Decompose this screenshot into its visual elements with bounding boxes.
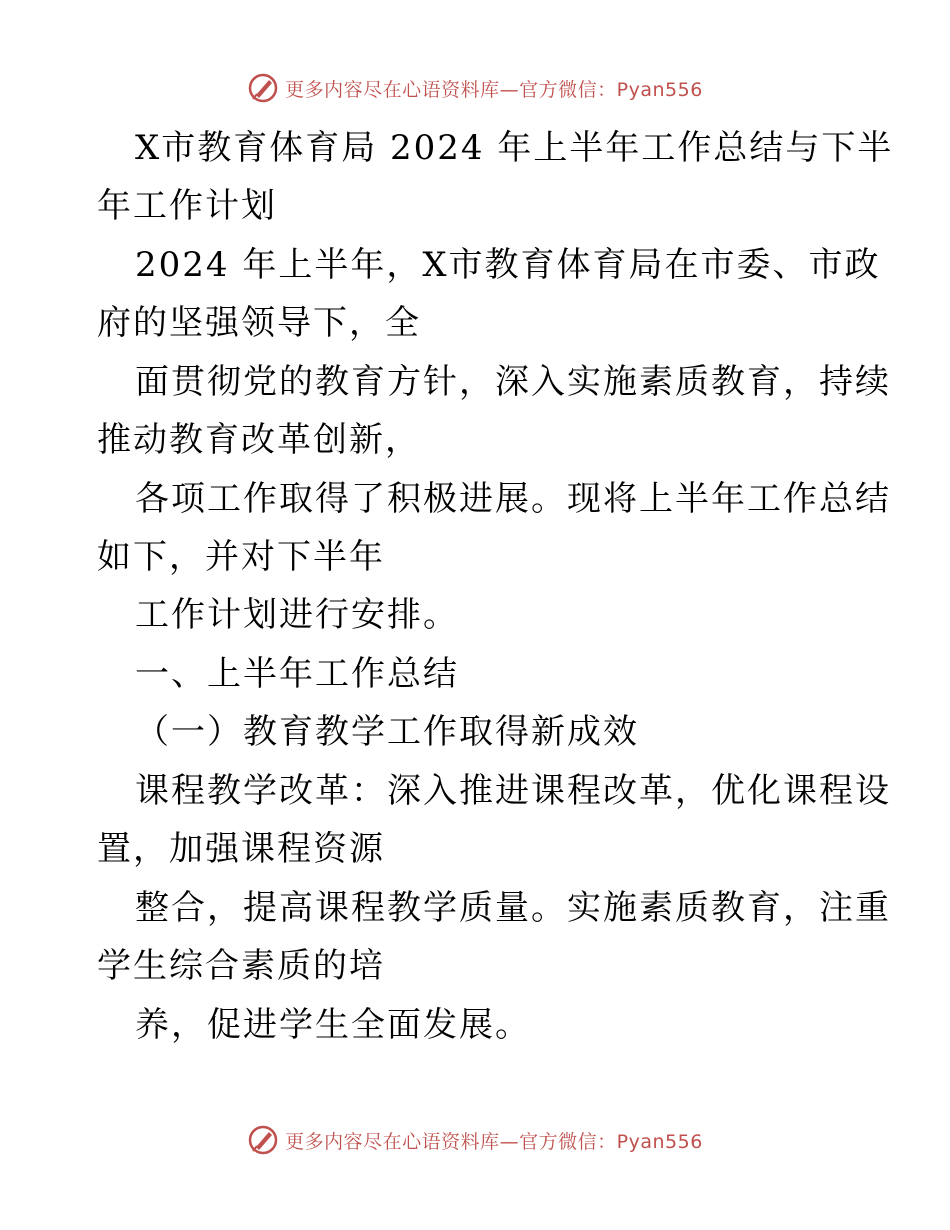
paragraph-2-line-2: 推动教育改革创新， xyxy=(97,420,421,460)
paragraph-5-line-2: 置，加强课程资源 xyxy=(97,829,385,869)
paragraph-4-line-1: 工作计划进行安排。 xyxy=(135,595,459,635)
quill-pen-logo-icon xyxy=(247,72,279,104)
section-heading: 一、上半年工作总结 xyxy=(135,654,459,694)
paragraph-1-line-1: 2024 年上半年，X市教育体育局在市委、市政 xyxy=(135,245,881,285)
footer-watermark xyxy=(0,1124,950,1156)
quill-pen-logo-icon xyxy=(247,1124,279,1156)
paragraph-3-line-1: 各项工作取得了积极进展。现将上半年工作总结 xyxy=(135,479,891,519)
watermark-text: 更多内容尽在心语资料库—官方微信：Pyan556 xyxy=(285,1130,703,1153)
paragraph-7-line-1: 养，促进学生全面发展。 xyxy=(135,1005,531,1045)
paragraph-2-line-1: 面贯彻党的教育方针，深入实施素质教育，持续 xyxy=(135,362,891,402)
document-title-line-1: X市教育体育局 2024 年上半年工作总结与下半 xyxy=(135,128,894,168)
paragraph-5-line-1: 课程教学改革：深入推进课程改革，优化课程设 xyxy=(135,771,891,811)
paragraph-3-line-2: 如下，并对下半年 xyxy=(97,537,385,577)
header-watermark xyxy=(0,72,950,104)
subsection-heading: （一）教育教学工作取得新成效 xyxy=(135,712,639,752)
paragraph-6-line-2: 学生综合素质的培 xyxy=(97,946,385,986)
document-title-line-2: 年工作计划 xyxy=(97,186,277,226)
paragraph-1-line-2: 府的坚强领导下，全 xyxy=(97,303,421,343)
watermark-text: 更多内容尽在心语资料库—官方微信：Pyan556 xyxy=(285,78,703,101)
paragraph-6-line-1: 整合，提高课程教学质量。实施素质教育，注重 xyxy=(135,888,891,928)
